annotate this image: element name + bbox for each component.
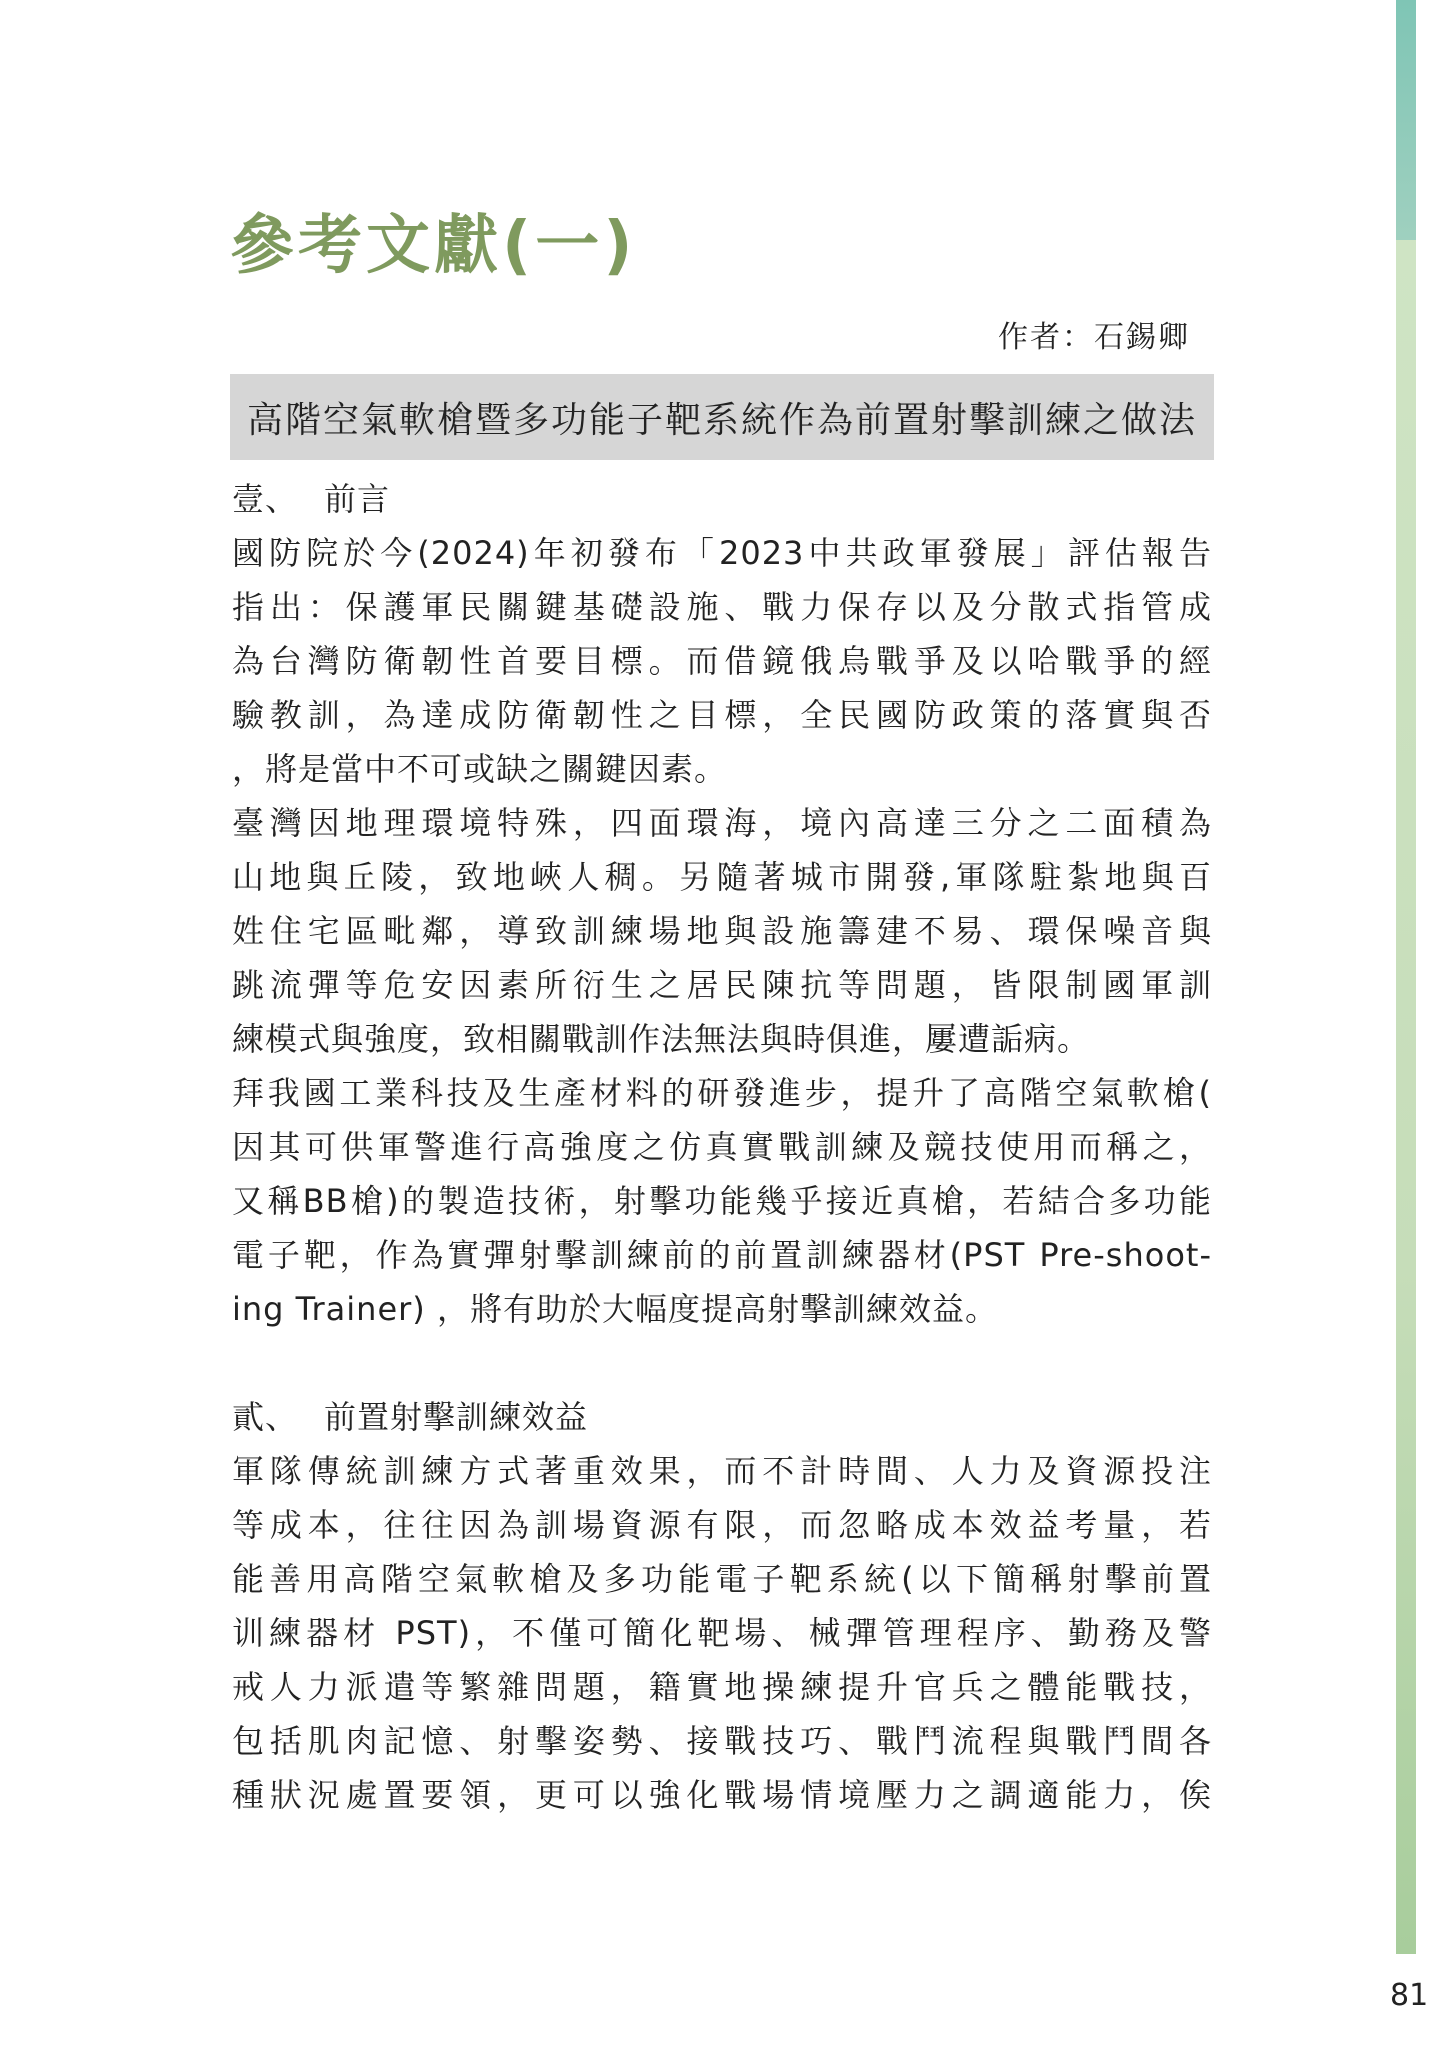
paragraph-line: 練模式與強度，致相關戰訓作法無法與時俱進，屢遭詬病。 [232, 1020, 1091, 1058]
paragraph-line: 臺灣因地理環境特殊，四面環海，境內高達三分之二面積為 [232, 804, 1212, 842]
paragraph-line: 又稱BB槍)的製造技術，射擊功能幾乎接近真槍，若結合多功能 [232, 1182, 1212, 1220]
section-number: 壹、 [232, 480, 299, 518]
paragraph-line: 國防院於今(2024)年初發布「2023中共政軍發展」評估報告 [232, 534, 1212, 572]
paragraph-line: ，將是當中不可或缺之關鍵因素。 [232, 750, 728, 788]
paragraph-line: 能善用高階空氣軟槍及多功能電子靶系統(以下簡稱射擊前置 [232, 1560, 1212, 1598]
section-label: 前置射擊訓練效益 [324, 1398, 589, 1436]
paragraph-line: 指出：保護軍民關鍵基礎設施、戰力保存以及分散式指管成 [232, 588, 1212, 626]
paragraph-line: 包括肌肉記憶、射擊姿勢、接戰技巧、戰鬥流程與戰鬥間各 [232, 1722, 1212, 1760]
section-heading [232, 472, 1212, 526]
article-title: 高階空氣軟槍暨多功能子靶系統作為前置射擊訓練之做法 [246, 399, 1197, 441]
paragraph-line: 驗教訓，為達成防衛韌性之目標，全民國防政策的落實與否 [232, 696, 1212, 734]
paragraph-line: 戒人力派遣等繁雜問題，籍實地操練提升官兵之體能戰技， [232, 1668, 1212, 1706]
article-title-box [230, 374, 1214, 460]
article-body [232, 472, 1212, 1822]
side-color-strip-gradient [1396, 240, 1416, 1954]
author-line: 作者：石錫卿 [998, 320, 1190, 355]
paragraph-line: ing Trainer) ，將有助於大幅度提高射擊訓練效益。 [232, 1290, 998, 1328]
paragraph-line: 為台灣防衛韌性首要目標。而借鏡俄烏戰爭及以哈戰爭的經 [232, 642, 1212, 680]
paragraph-line: 等成本，往往因為訓場資源有限，而忽略成本效益考量，若 [232, 1506, 1212, 1544]
paragraph-line: 跳流彈等危安因素所衍生之居民陳抗等問題，皆限制國軍訓 [232, 966, 1212, 1004]
paragraph-line: 因其可供軍警進行高強度之仿真實戰訓練及競技使用而稱之， [232, 1128, 1212, 1166]
page-number: 81 [1390, 1978, 1429, 2013]
section-number: 貳、 [232, 1398, 299, 1436]
paragraph-line: 山地與丘陵，致地峽人稠。另隨著城市開發,軍隊駐紮地與百 [232, 858, 1212, 896]
paragraph-line: 训練器材 PST)，不僅可簡化靶場、械彈管理程序、勤務及警 [232, 1614, 1212, 1652]
page-title: 參考文獻(一) [230, 209, 637, 283]
section-heading [232, 1390, 1212, 1444]
paragraph-line: 軍隊傳統訓練方式著重效果，而不計時間、人力及資源投注 [232, 1452, 1212, 1490]
paragraph-line: 姓住宅區毗鄰，導致訓練場地與設施籌建不易、環保噪音與 [232, 912, 1212, 950]
paragraph-line: 拜我國工業科技及生產材料的研發進步，提升了高階空氣軟槍( [232, 1074, 1212, 1112]
paragraph-line: 電子靶，作為實彈射擊訓練前的前置訓練器材(PST Pre-shoot- [232, 1236, 1212, 1274]
side-color-strip-accent [1396, 0, 1416, 240]
paragraph-line: 種狀況處置要領，更可以強化戰場情境壓力之調適能力，俟 [232, 1776, 1212, 1814]
section-label: 前言 [324, 480, 391, 518]
section-spacer [232, 1336, 1212, 1390]
